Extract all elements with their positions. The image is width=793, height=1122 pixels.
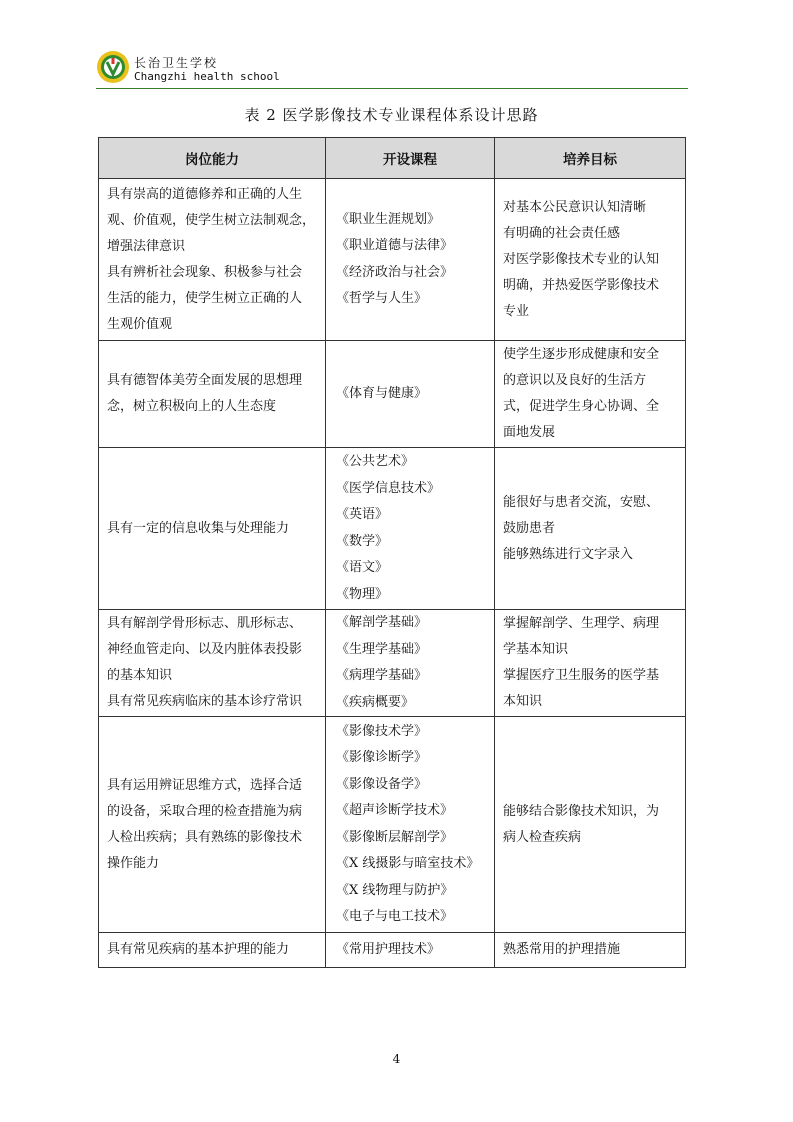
cell-line: 《生理学基础》	[336, 641, 428, 657]
cell-line: 生观价值观	[107, 316, 173, 332]
courses-cell	[326, 717, 495, 933]
cell-line: 人检出疾病；具有熟练的影像技术	[107, 829, 303, 845]
cell-line: 《职业道德与法律》	[336, 238, 454, 253]
header-ability: 岗位能力	[99, 138, 326, 179]
cell-line: 鼓励患者	[503, 520, 556, 536]
cell-line: 能够结合影像技术知识，为	[503, 803, 660, 819]
cell-line: 具有解剖学骨形标志、肌形标志、	[107, 616, 303, 631]
cell-line: 《语文》	[336, 560, 389, 575]
cell-line: 《体育与健康》	[336, 385, 428, 401]
ability-cell	[99, 341, 326, 448]
cell-line: 《职业生涯规划》	[336, 211, 441, 227]
cell-line: 的意识以及良好的生活方	[503, 373, 647, 388]
cell-line: 式，促进学生身心协调、全	[503, 399, 660, 414]
cell-line: 《X 线物理与防护》	[336, 882, 454, 898]
cell-line: 《物理》	[336, 586, 389, 602]
school-emblem-icon	[96, 50, 130, 84]
ability-cell	[99, 933, 326, 968]
cell-line: 《影像诊断学》	[336, 750, 428, 765]
cell-line: 具有德智体美劳全面发展的思想理	[107, 373, 303, 388]
school-name-cn: 长治卫生学校	[134, 56, 219, 70]
cell-line: 掌握医疗卫生服务的医学基	[503, 668, 660, 683]
cell-line: 操作能力	[107, 855, 160, 871]
ability-cell	[99, 179, 326, 341]
cell-line: 《哲学与人生》	[336, 291, 428, 306]
cell-line: 明确，并热爱医学影像技术	[503, 277, 660, 293]
cell-line: 《病理学基础》	[336, 668, 428, 683]
goals-cell	[495, 717, 686, 933]
ability-cell	[99, 610, 326, 717]
cell-line: 的基本知识	[107, 668, 173, 683]
table-row	[99, 448, 686, 610]
cell-line: 《影像断层解剖学》	[336, 829, 454, 845]
page-header	[96, 44, 696, 90]
page-number: 4	[392, 1052, 401, 1066]
cell-line: 使学生逐步形成健康和安全	[503, 347, 660, 362]
goals-cell	[495, 448, 686, 610]
cell-line: 《常用护理技术》	[336, 941, 441, 957]
cell-line: 病人检查疾病	[503, 829, 582, 845]
cell-line: 《疾病概要》	[336, 694, 415, 710]
courses-cell	[326, 341, 495, 448]
cell-line: 学基本知识	[503, 642, 569, 657]
ability-cell	[99, 448, 326, 610]
table-row	[99, 610, 686, 717]
courses-cell	[326, 933, 495, 968]
cell-line: 念，树立积极向上的人生态度	[107, 399, 277, 414]
table-row	[99, 933, 686, 968]
cell-line: 《影像设备学》	[336, 776, 428, 792]
cell-line: 《公共艺术》	[336, 454, 415, 469]
cell-line: 掌握解剖学、生理学、病理	[503, 616, 660, 631]
cell-line: 能很好与患者交流，安慰、	[503, 494, 660, 510]
courses-cell	[326, 448, 495, 610]
cell-line: 有明确的社会责任感	[503, 225, 621, 241]
table-row	[99, 717, 686, 933]
cell-line: 神经血管走向、以及内脏体表投影	[107, 642, 303, 657]
ability-cell	[99, 717, 326, 933]
cell-line: 具有辨析社会现象、积极参与社会	[107, 264, 303, 280]
cell-line: 具有常见疾病临床的基本诊疗常识	[107, 694, 303, 709]
cell-line: 具有常见疾病的基本护理的能力	[107, 942, 290, 957]
curriculum-table	[98, 137, 686, 968]
cell-line: 的设备，采取合理的检查措施为病	[107, 803, 303, 819]
goals-cell	[495, 341, 686, 448]
cell-line: 增强法律意识	[107, 238, 186, 254]
goals-cell	[495, 610, 686, 717]
cell-line: 本知识	[503, 694, 543, 709]
cell-line: 具有一定的信息收集与处理能力	[107, 520, 290, 536]
cell-line: 《英语》	[336, 507, 389, 522]
cell-line: 对基本公民意识认知清晰	[503, 199, 647, 215]
cell-line: 对医学影像技术专业的认知	[503, 251, 660, 267]
cell-line: 观、价值观，使学生树立法制观念，	[107, 212, 316, 228]
cell-line: 《超声诊断学技术》	[336, 803, 454, 818]
cell-line: 具有运用辨证思维方式，选择合适	[107, 777, 303, 793]
cell-line: 《解剖学基础》	[336, 615, 428, 630]
cell-line: 专业	[503, 303, 530, 319]
cell-line: 熟悉常用的护理措施	[503, 942, 621, 957]
header-courses: 开设课程	[326, 138, 495, 179]
table-header-row	[99, 138, 686, 179]
cell-line: 《医学信息技术》	[336, 480, 441, 496]
cell-line: 能够熟练进行文字录入	[503, 546, 634, 562]
cell-line: 生活的能力，使学生树立正确的人	[107, 290, 303, 306]
school-name-en: Changzhi health school	[134, 70, 280, 83]
cell-line: 《数学》	[336, 533, 389, 549]
cell-line: 《X 线摄影与暗室技术》	[336, 856, 480, 871]
table-row	[99, 179, 686, 341]
header-divider	[96, 88, 688, 89]
table-title: 表 2 医学影像技术专业课程体系设计思路	[244, 106, 539, 124]
table-row	[99, 341, 686, 448]
cell-line: 《影像技术学》	[336, 723, 428, 739]
cell-line: 《电子与电工技术》	[336, 909, 454, 924]
goals-cell	[495, 933, 686, 968]
goals-cell	[495, 179, 686, 341]
cell-line: 《经济政治与社会》	[336, 264, 454, 280]
courses-cell	[326, 179, 495, 341]
courses-cell	[326, 610, 495, 717]
cell-line: 具有崇高的道德修养和正确的人生	[107, 186, 303, 202]
cell-line: 面地发展	[503, 425, 556, 440]
header-goals: 培养目标	[495, 138, 686, 179]
